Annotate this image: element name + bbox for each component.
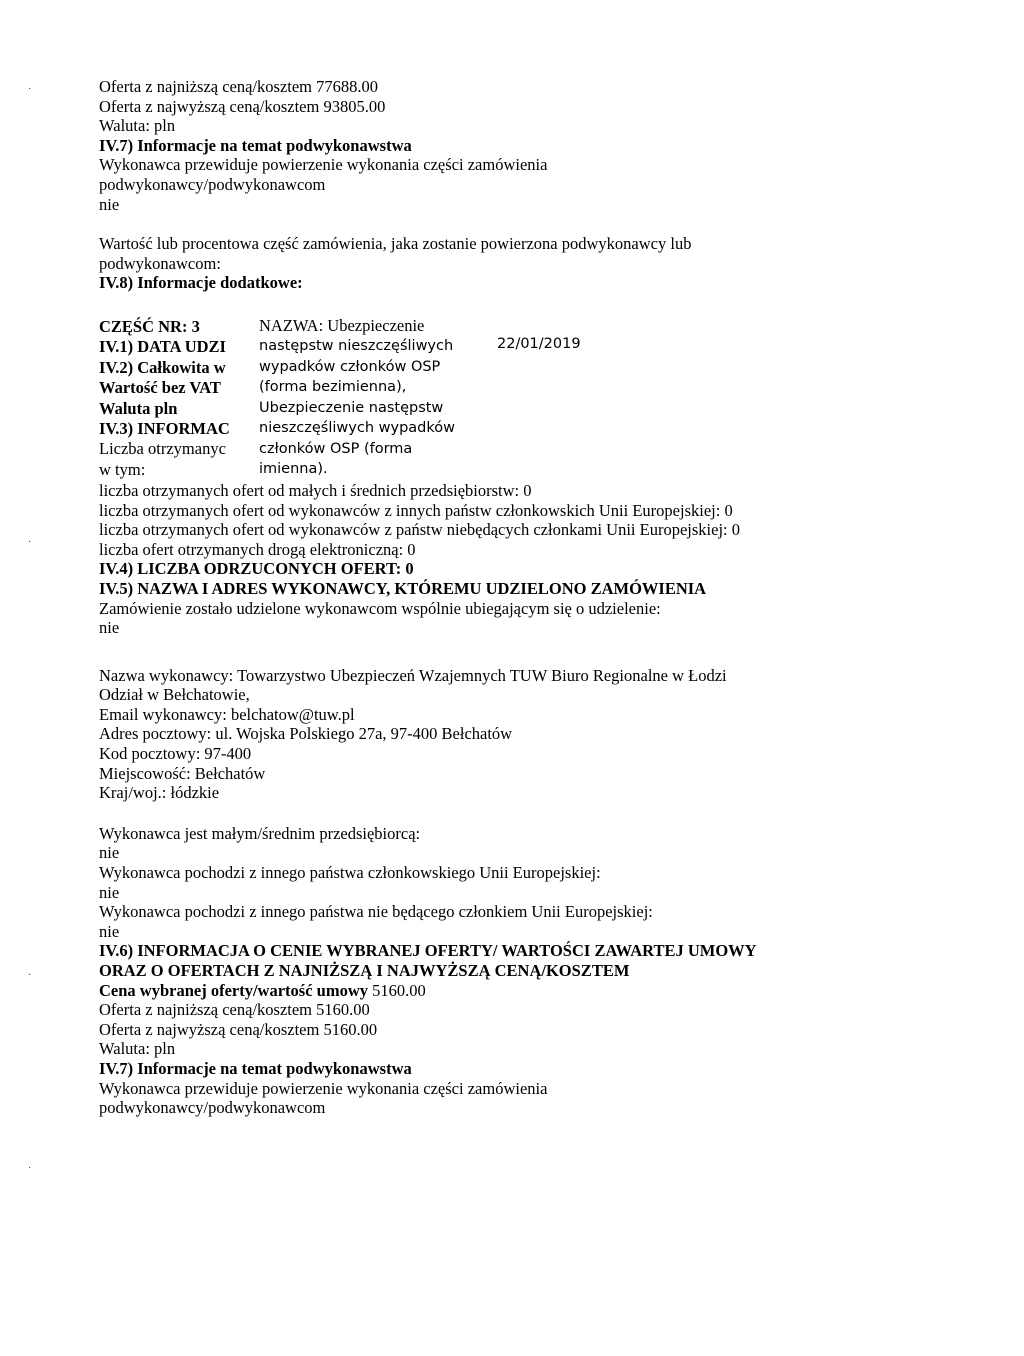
subcontracting-text-2: podwykonawcy/podwykonawcom bbox=[99, 1098, 326, 1118]
contractor-heading: IV.5) NAZWA I ADRES WYKONAWCY, KTÓREMU UDZIELONO ZAMÓWIENIA bbox=[99, 578, 707, 598]
value-without-vat-label: Wartość bez VAT bbox=[99, 378, 221, 398]
part-number: CZĘŚĆ NR: 3 bbox=[99, 316, 200, 336]
non-eu-answer: nie bbox=[99, 921, 120, 941]
sme-answer: nie bbox=[99, 843, 120, 863]
contractor-city: Miejscowość: Bełchatów bbox=[99, 763, 266, 783]
part-name-line: imienna). bbox=[259, 461, 328, 478]
document-page bbox=[99, 77, 959, 1118]
part-name-overlay bbox=[259, 316, 499, 480]
scan-dot: · bbox=[28, 1163, 32, 1174]
subcontracting-heading: IV.7) Informacje na temat podwykonawstwa bbox=[99, 135, 412, 155]
selected-price-line: Cena wybranej oferty/wartość umowy 5160.00 bbox=[99, 980, 426, 1000]
including-label: w tym: bbox=[99, 459, 146, 479]
sme-offers-line: liczba otrzymanych ofert od małych i średnich przedsiębiorstw: 0 bbox=[99, 480, 532, 500]
part-name-line: Ubezpieczenie następstw bbox=[259, 399, 444, 416]
non-eu-question: Wykonawca pochodzi z innego państwa nie będącego członkiem Unii Europejskiej: bbox=[99, 902, 653, 922]
eu-question: Wykonawca pochodzi z innego państwa członkowskiego Unii Europejskiej: bbox=[99, 863, 601, 883]
subcontracting-text-2: Wykonawca przewiduje powierzenie wykonania części zamówienia bbox=[99, 1078, 548, 1098]
contractor-name: Nazwa wykonawcy: Towarzystwo Ubezpieczeń Wzajemnych TUW Biuro Regionalne w Łodzi bbox=[99, 665, 727, 685]
offers-info-label: IV.3) INFORMAC bbox=[99, 418, 230, 438]
scan-dot: · bbox=[28, 84, 32, 95]
subcontracting-heading-2: IV.7) Informacje na temat podwykonawstwa bbox=[99, 1058, 412, 1078]
contractor-email: Email wykonawcy: belchatow@tuw.pl bbox=[99, 704, 355, 724]
lowest-price-line: Oferta z najniższą ceną/kosztem 5160.00 bbox=[99, 1000, 370, 1020]
scan-dot: · bbox=[28, 537, 32, 548]
joint-award-question: Zamówienie zostało udzielone wykonawcom wspólnie ubiegającym się o udzielenie: bbox=[99, 598, 661, 618]
part-section bbox=[99, 317, 959, 481]
subcontracting-text: podwykonawcy/podwykonawcom bbox=[99, 174, 326, 194]
rejected-offers-heading: IV.4) LICZBA ODRZUCONYCH OFERT: 0 bbox=[99, 559, 414, 579]
part-name-line: wypadków członków OSP bbox=[259, 358, 441, 375]
currency-line: Waluta: pln bbox=[99, 116, 176, 136]
currency-row: Waluta pln bbox=[99, 398, 178, 418]
contractor-postcode: Kod pocztowy: 97-400 bbox=[99, 744, 252, 764]
subcontract-value-text: Wartość lub procentowa część zamówienia, jaka zostanie powierzona podwykonawcy lub bbox=[99, 234, 692, 254]
highest-price-line: Oferta z najwyższą ceną/kosztem 5160.00 bbox=[99, 1019, 378, 1039]
sme-question: Wykonawca jest małym/średnim przedsiębiorcą: bbox=[99, 823, 421, 843]
part-name-line: nieszczęśliwych wypadków bbox=[259, 420, 455, 437]
part-rows bbox=[99, 317, 230, 480]
lowest-offer-line: Oferta z najniższą ceną/kosztem 77688.00 bbox=[99, 77, 379, 96]
price-heading: ORAZ O OFERTACH Z NAJNIŻSZĄ I NAJWYŻSZĄ CENĄ/KOSZTEM bbox=[99, 961, 630, 980]
award-date: 22/01/2019 bbox=[497, 335, 581, 352]
additional-info-heading: IV.8) Informacje dodatkowe: bbox=[99, 273, 303, 293]
part-name-line: członków OSP (forma bbox=[259, 440, 413, 457]
contractor-address: Adres pocztowy: ul. Wojska Polskiego 27a, 97-400 Bełchatów bbox=[99, 724, 513, 744]
contractor-region: Kraj/woj.: łódzkie bbox=[99, 783, 220, 803]
eu-answer: nie bbox=[99, 882, 120, 902]
subcontract-value-text: podwykonawcom: bbox=[99, 253, 221, 273]
award-date-label: IV.1) DATA UDZI bbox=[99, 337, 226, 357]
price-currency-line: Waluta: pln bbox=[99, 1039, 176, 1059]
highest-offer-line: Oferta z najwyższą ceną/kosztem 93805.00 bbox=[99, 96, 386, 116]
part-name-line: (forma bezimienna), bbox=[259, 379, 407, 396]
electronic-offers-line: liczba ofert otrzymanych drogą elektroniczną: 0 bbox=[99, 539, 416, 559]
offers-received-label: Liczba otrzymanyc bbox=[99, 439, 226, 459]
total-value-label: IV.2) Całkowita w bbox=[99, 357, 226, 377]
subcontracting-answer: nie bbox=[99, 194, 120, 214]
price-heading: IV.6) INFORMACJA O CENIE WYBRANEJ OFERTY/ WARTOŚCI ZAWARTEJ UMOWY bbox=[99, 941, 757, 961]
part-name-label: NAZWA: Ubezpieczenie bbox=[259, 315, 425, 335]
scan-dot: · bbox=[28, 970, 32, 981]
subcontracting-text: Wykonawca przewiduje powierzenie wykonania części zamówienia bbox=[99, 155, 548, 175]
contractor-name: Odział w Bełchatowie, bbox=[99, 685, 250, 705]
joint-award-answer: nie bbox=[99, 618, 120, 638]
non-eu-offers-line: liczba otrzymanych ofert od wykonawców z państw niebędących członkami Unii Europejskiej: 0 bbox=[99, 520, 740, 540]
part-name-line: następstw nieszczęśliwych bbox=[259, 338, 454, 355]
eu-offers-line: liczba otrzymanych ofert od wykonawców z innych państw członkowskich Unii Europejskiej: 0 bbox=[99, 500, 733, 520]
